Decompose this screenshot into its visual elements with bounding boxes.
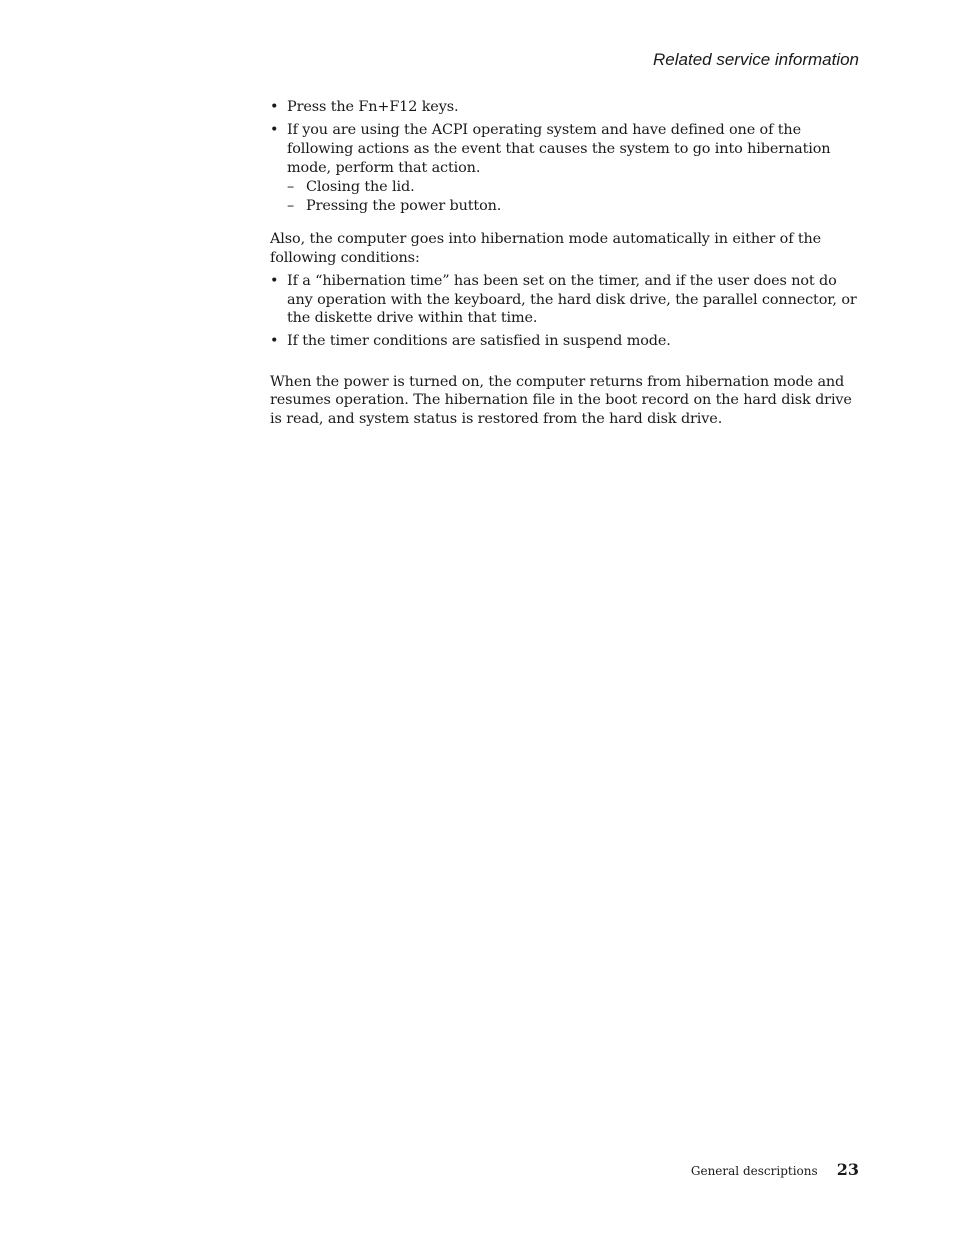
running-head: Related service information <box>653 50 859 69</box>
list-item-text: If a “hibernation time” has been set on the timer, and if the user does not do any operation with the keyboard, the hard disk drive, the parallel connector, or the diskette drive within that time. <box>287 272 857 327</box>
paragraph: When the power is turned on, the computer returns from hibernation mode and resumes operation. The hibernation file in the boot record on the hard disk drive is read, and system status is restored from the hard disk drive. <box>270 373 852 428</box>
footer-section-name: General descriptions <box>690 1164 818 1178</box>
list-item <box>270 98 862 117</box>
sublist-item: – Pressing the power button. <box>287 197 862 216</box>
list-item-text: If the timer conditions are satisfied in suspend mode. <box>287 333 671 350</box>
paragraph: Also, the computer goes into hibernation mode automatically in either of the following conditions: <box>270 231 822 267</box>
list-item <box>270 121 862 216</box>
list-item <box>270 332 862 351</box>
action-sublist <box>287 178 862 216</box>
page-footer <box>691 1160 859 1179</box>
list-item <box>270 272 862 328</box>
page-number: 23 <box>836 1160 859 1179</box>
page-content <box>270 98 862 429</box>
sublist-item: – Closing the lid. <box>287 178 862 197</box>
list-item-text: Press the Fn+F12 keys. <box>287 99 459 115</box>
automatic-conditions-list <box>270 272 862 351</box>
hibernation-entry-list <box>270 98 862 216</box>
list-item-text: If you are using the ACPI operating system and have defined one of the following actions as the event that causes the system to go into hibernation mode, perform that action. <box>287 122 831 176</box>
